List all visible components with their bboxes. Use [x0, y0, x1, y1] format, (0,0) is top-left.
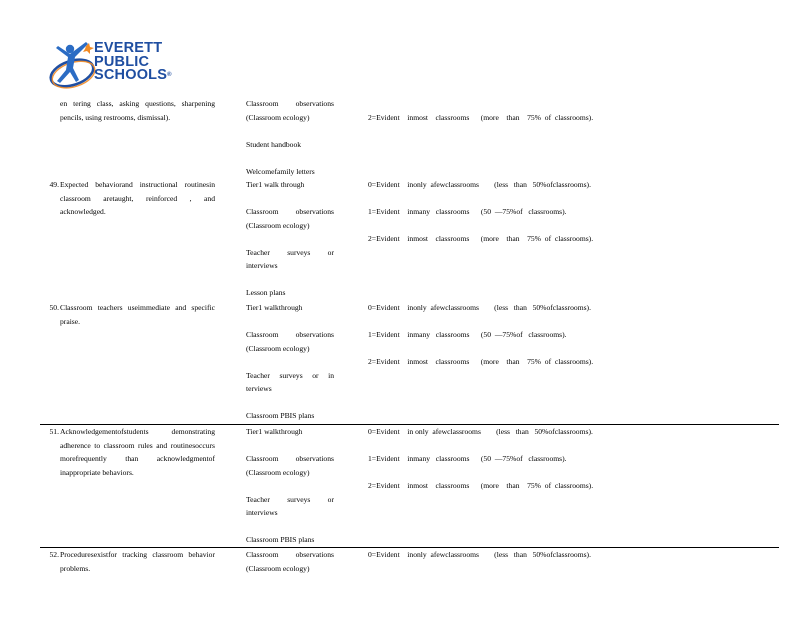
- scoring-criteria: [368, 548, 708, 562]
- table-row: [40, 97, 779, 178]
- score-line: 0=Evident inonly afewclassrooms (less than 50%ofclassrooms).: [368, 550, 591, 559]
- data-source-item: Teacher surveys or interviews: [246, 247, 334, 270]
- indicator-number: 50.: [49, 303, 59, 312]
- indicator-number: 49.: [49, 180, 59, 189]
- data-source-item: Classroom observations (Classroom ecology): [246, 207, 334, 230]
- runner-figure-icon: [46, 40, 98, 94]
- data-source-item: Tier1 walk through: [246, 180, 305, 189]
- score-line: 2=Evident inmost classrooms (more than 75% of classrooms).: [368, 234, 594, 243]
- score-line: 1=Evident inmany classrooms (50 —75%of classrooms).: [368, 207, 567, 216]
- indicator-number: 52.: [49, 550, 59, 559]
- data-source-item: Classroom PBIS plans: [246, 411, 315, 420]
- indicator-text: en tering class, asking questions, sharpening pencils, using restrooms, dismissal).: [60, 99, 215, 122]
- indicator-text: Expected behaviorand instructional routinesin classroom aretaught, reinforced , and acknowledged.: [60, 180, 215, 216]
- indicator-number: 51.: [49, 427, 59, 436]
- logo-text-schools: SCHOOLS®: [94, 67, 172, 83]
- data-source-item: Lesson plans: [246, 288, 286, 297]
- data-source-item: Tier1 walkthrough: [246, 427, 303, 436]
- data-sources: [246, 548, 334, 575]
- score-line: 2=Evident inmost classrooms (more than 75% of classrooms).: [368, 481, 594, 490]
- scoring-criteria: [368, 97, 708, 124]
- data-source-item: Teacher surveys or in terviews: [246, 370, 334, 393]
- data-source-item: Classroom observations (Classroom ecology): [246, 99, 334, 122]
- logo-text-everett: EVERETT: [94, 40, 163, 56]
- score-line: 0=Evident in only afewclassrooms (less than 50%ofclassrooms).: [368, 427, 593, 436]
- data-sources: [246, 301, 334, 423]
- scoring-criteria: [368, 301, 708, 369]
- registered-mark: ®: [167, 72, 172, 78]
- indicator-text: Acknowledgementofstudents demonstrating adherence to classroom rules and routinesoccurs morefrequently than acknowledgmentof inappropriate behaviors.: [60, 427, 215, 477]
- score-line: 2=Evident inmost classrooms (more than 75% of classrooms).: [368, 112, 594, 122]
- table-row: [40, 301, 779, 424]
- data-source-item: Classroom observations (Classroom ecology): [246, 330, 334, 353]
- data-source-item: Classroom observations (Classroom ecology): [246, 550, 334, 573]
- data-sources: [246, 97, 334, 178]
- score-line: 0=Evident inonly afewclassrooms (less than 50%ofclassrooms).: [368, 180, 591, 189]
- scoring-criteria: [368, 425, 708, 493]
- data-sources: [246, 425, 334, 547]
- indicator-text: Classroom teachers useimmediate and specific praise.: [60, 303, 215, 326]
- scoring-criteria: [368, 178, 708, 246]
- data-source-item: Student handbook: [246, 139, 302, 149]
- table-row: [40, 178, 779, 301]
- score-line: 0=Evident inonly afewclassrooms (less than 50%ofclassrooms).: [368, 303, 591, 312]
- indicator-table: [40, 97, 779, 588]
- data-sources: [246, 178, 334, 300]
- logo-text-public: PUBLIC: [94, 53, 150, 70]
- score-line: 1=Evident inmany classrooms (50 —75%of classrooms).: [368, 454, 567, 463]
- everett-public-schools-logo: [46, 40, 186, 94]
- data-source-item: Teacher surveys or interviews: [246, 494, 334, 517]
- indicator-text: Proceduresexistfor tracking classroom behavior problems.: [60, 550, 215, 573]
- data-source-item: Classroom PBIS plans: [246, 535, 315, 544]
- score-line: 1=Evident inmany classrooms (50 —75%of classrooms).: [368, 330, 567, 339]
- data-source-item: Welcomefamily letters: [246, 166, 315, 176]
- table-row: [40, 547, 779, 588]
- score-line: 2=Evident inmost classrooms (more than 75% of classrooms).: [368, 357, 594, 366]
- data-source-item: Classroom observations (Classroom ecology): [246, 454, 334, 477]
- table-row: [40, 424, 779, 547]
- data-source-item: Tier1 walkthrough: [246, 303, 303, 312]
